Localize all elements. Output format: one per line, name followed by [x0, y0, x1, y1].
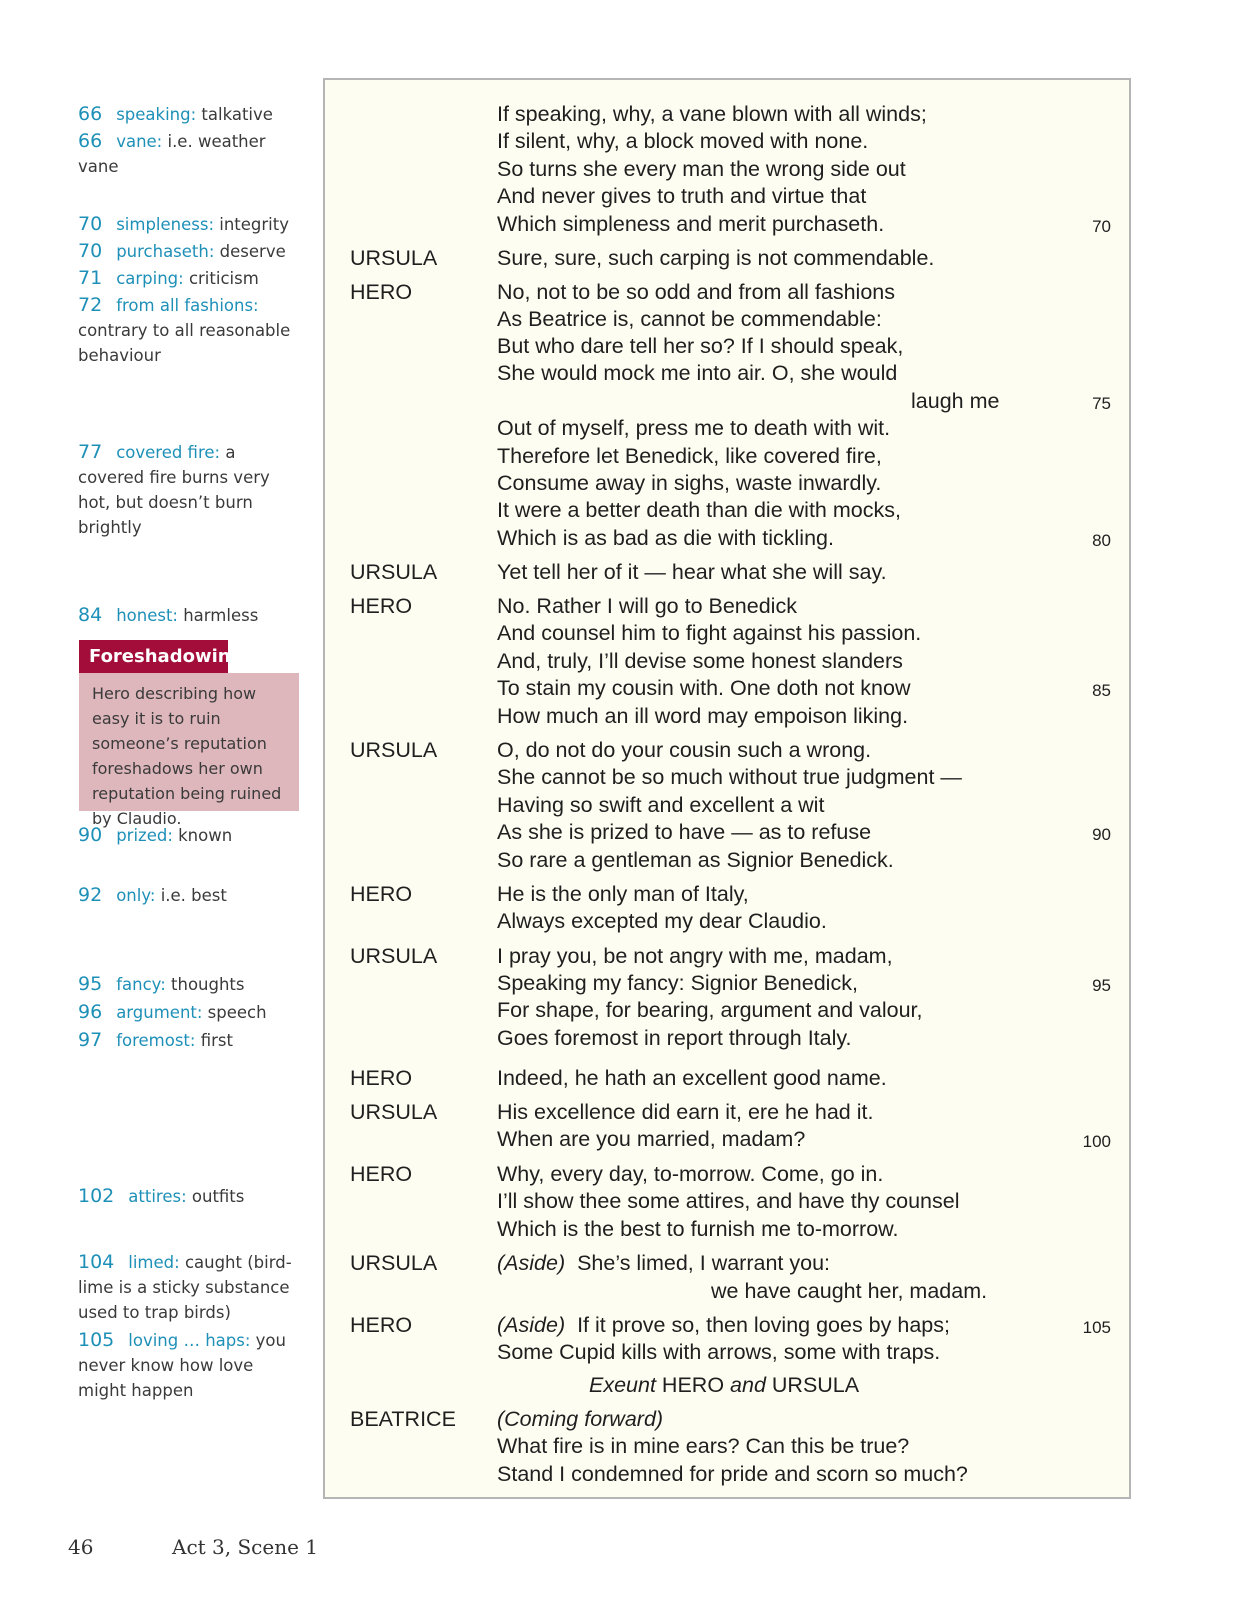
verse-line: No, not to be so odd and from all fashions	[497, 280, 895, 304]
note-77-covered-fire: 77 covered fire: a covered fire burns very hot, but doesn’t burn brightly	[78, 441, 270, 537]
verse-line: If speaking, why, a vane blown with all winds;	[497, 102, 927, 126]
stage-direction-aside: (Aside)	[497, 1313, 566, 1337]
note-72-from-all-fashions: 72 from all fashions: contrary to all reasonable behaviour	[78, 294, 291, 365]
verse-line: So rare a gentleman as Signior Benedick.	[497, 848, 894, 872]
speaker-hero: HERO	[350, 1066, 413, 1090]
verse-line: O, do not do your cousin such a wrong.	[497, 738, 872, 762]
verse-line: Which is as bad as die with tickling.	[497, 526, 834, 550]
speaker-hero: HERO	[350, 280, 413, 304]
verse-line: Which is the best to furnish me to-morrow.	[497, 1217, 899, 1241]
section-title: Act 3, Scene 1	[172, 1535, 319, 1559]
verse-line: we have caught her, madam.	[711, 1279, 988, 1303]
note-104-limed: 104 limed: caught (bird-lime is a sticky substance used to trap birds)	[78, 1251, 292, 1322]
note-90-prized: 90 prized: known	[78, 824, 233, 846]
verse-line: As Beatrice is, cannot be commendable:	[497, 307, 882, 331]
speaker-ursula: URSULA	[350, 1251, 438, 1275]
speaker-hero: HERO	[350, 594, 413, 618]
verse-line: When are you married, madam?	[497, 1127, 806, 1151]
verse-line: Indeed, he hath an excellent good name.	[497, 1066, 887, 1090]
verse-line: Out of myself, press me to death with wit.	[497, 416, 891, 440]
note-95-fancy: 95 fancy: thoughts	[78, 973, 245, 995]
note-92-only: 92 only: i.e. best	[78, 884, 227, 906]
verse-line: For shape, for bearing, argument and valour,	[497, 998, 923, 1022]
note-66-vane: 66 vane: i.e. weather vane	[78, 130, 266, 176]
note-70-purchaseth: 70 purchaseth: deserve	[78, 240, 286, 262]
verse-line: And, truly, I’ll devise some honest slanders	[497, 649, 903, 673]
verse-line: I pray you, be not angry with me, madam,	[497, 944, 893, 968]
note-84-honest: 84 honest: harmless	[78, 604, 259, 626]
verse-line: As she is prized to have — as to refuse	[497, 820, 872, 844]
page-number: 46	[68, 1535, 94, 1559]
stage-direction-coming-forward: (Coming forward)	[497, 1407, 664, 1431]
speaker-hero: HERO	[350, 1313, 413, 1337]
verse-line: His excellence did earn it, ere he had it.	[497, 1100, 874, 1124]
line-number: 85	[1092, 681, 1111, 700]
note-96-argument: 96 argument: speech	[78, 1001, 267, 1023]
verse-line: And never gives to truth and virtue that	[497, 184, 867, 208]
verse-line: It were a better death than die with mocks,	[497, 498, 901, 522]
verse-line: No. Rather I will go to Benedick	[497, 594, 797, 618]
line-number: 75	[1092, 394, 1111, 413]
verse-line: (Aside) If it prove so, then loving goes by haps;	[497, 1313, 950, 1337]
foreshadowing-heading: Foreshadowing	[79, 640, 228, 673]
speaker-ursula: URSULA	[350, 944, 438, 968]
line-number: 90	[1092, 825, 1111, 844]
stage-direction-exeunt: Exeunt HERO and URSULA	[589, 1373, 860, 1397]
verse-line: Sure, sure, such carping is not commendable.	[497, 246, 935, 270]
verse-line: laugh me	[911, 389, 1000, 413]
verse-line: Goes foremost in report through Italy.	[497, 1026, 852, 1050]
verse-line: Always excepted my dear Claudio.	[497, 909, 827, 933]
verse-line: And counsel him to fight against his passion.	[497, 621, 922, 645]
note-102-attires: 102 attires: outfits	[78, 1185, 245, 1207]
verse-line: Having so swift and excellent a wit	[497, 793, 825, 817]
verse-line: Therefore let Benedick, like covered fire,	[497, 444, 882, 468]
speaker-hero: HERO	[350, 1162, 413, 1186]
verse-line: So turns she every man the wrong side out	[497, 157, 906, 181]
verse-line: She cannot be so much without true judgment —	[497, 765, 962, 789]
verse-line: Which simpleness and merit purchaseth.	[497, 212, 885, 236]
verse-line: How much an ill word may empoison liking.	[497, 704, 909, 728]
speaker-beatrice: BEATRICE	[350, 1407, 456, 1431]
foreshadowing-box: Hero describing how easy it is to ruin someone’s reputation foreshadows her own reputation being ruined by Claudio.	[79, 673, 299, 811]
verse-line: Stand I condemned for pride and scorn so much?	[497, 1462, 968, 1486]
verse-line: I’ll show thee some attires, and have thy counsel	[497, 1189, 960, 1213]
verse-line: He is the only man of Italy,	[497, 882, 749, 906]
speaker-ursula: URSULA	[350, 246, 438, 270]
verse-line: Consume away in sighs, waste inwardly.	[497, 471, 882, 495]
speaker-hero: HERO	[350, 882, 413, 906]
verse-line: Some Cupid kills with arrows, some with traps.	[497, 1340, 941, 1364]
stage-direction-aside: (Aside)	[497, 1251, 566, 1275]
verse-line: But who dare tell her so? If I should speak,	[497, 334, 904, 358]
note-105-loving-haps: 105 loving … haps: you never know how love might happen	[78, 1329, 286, 1400]
speaker-ursula: URSULA	[350, 1100, 438, 1124]
verse-line: Speaking my fancy: Signior Benedick,	[497, 971, 858, 995]
note-97-foremost: 97 foremost: first	[78, 1029, 233, 1051]
verse-line: (Aside) She’s limed, I warrant you:	[497, 1251, 831, 1275]
verse-line: If silent, why, a block moved with none.	[497, 129, 869, 153]
note-66-speaking: 66 speaking: talkative	[78, 103, 273, 125]
note-70-simpleness: 70 simpleness: integrity	[78, 213, 289, 235]
note-71-carping: 71 carping: criticism	[78, 267, 259, 289]
verse-line: What fire is in mine ears? Can this be true?	[497, 1434, 910, 1458]
line-number: 95	[1092, 976, 1111, 995]
speaker-ursula: URSULA	[350, 738, 438, 762]
verse-line: Why, every day, to-morrow. Come, go in.	[497, 1162, 884, 1186]
speaker-ursula: URSULA	[350, 560, 438, 584]
line-number: 70	[1092, 217, 1111, 236]
line-number: 100	[1082, 1132, 1111, 1151]
line-number: 105	[1082, 1318, 1111, 1337]
verse-line: She would mock me into air. O, she would	[497, 361, 898, 385]
verse-line: To stain my cousin with. One doth not know	[497, 676, 911, 700]
verse-line: Yet tell her of it — hear what she will say.	[497, 560, 887, 584]
line-number: 80	[1092, 531, 1111, 550]
